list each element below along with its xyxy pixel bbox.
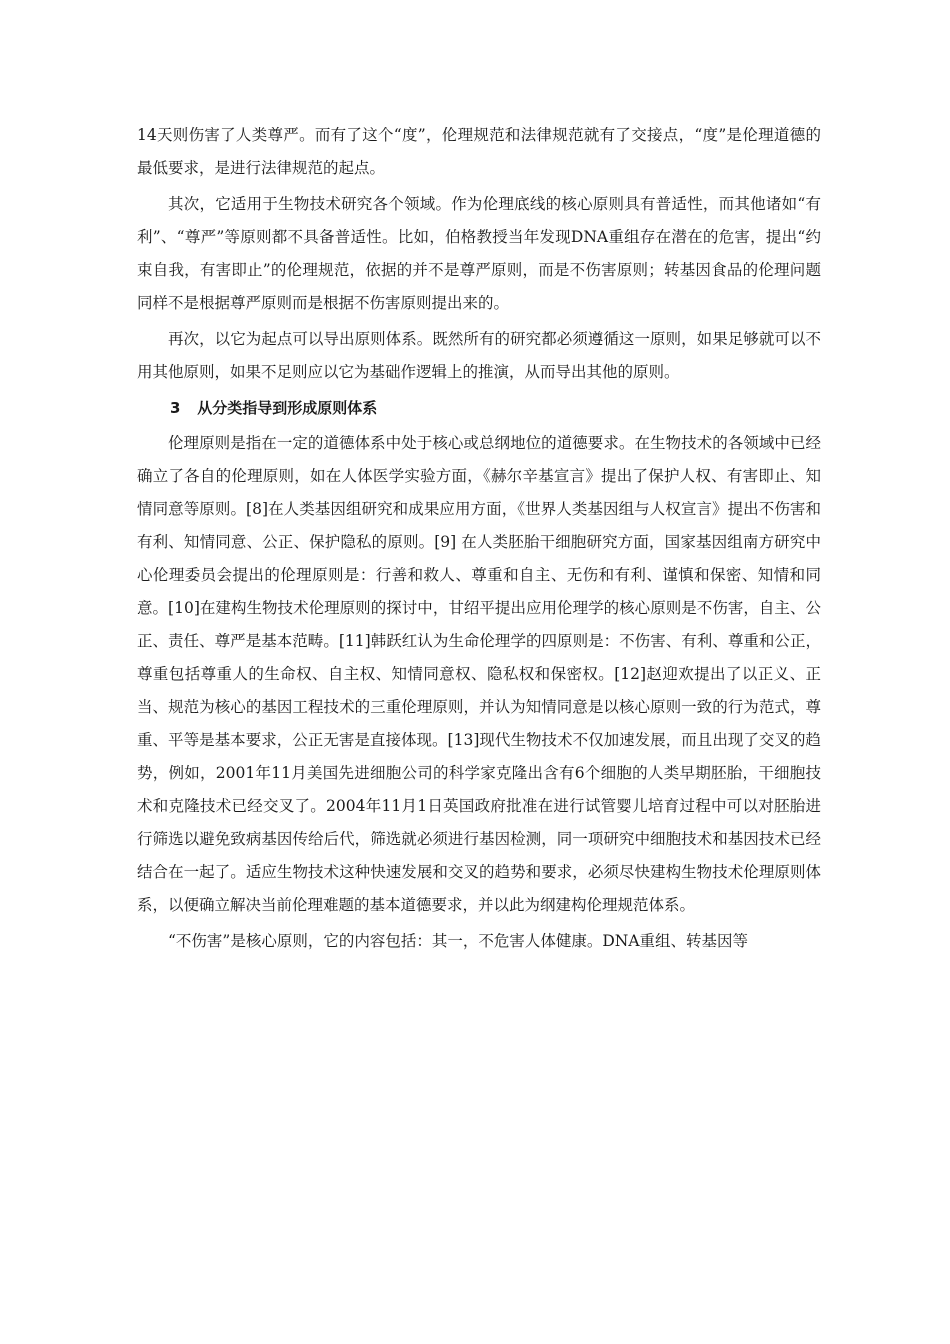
paragraph-continuation: 14天则伤害了人类尊严。而有了这个“度”，伦理规范和法律规范就有了交接点，“度”是伦理道德的最低要求，是进行法律规范的起点。 bbox=[137, 126, 821, 177]
paragraph-no-harm: “不伤害”是核心原则，它的内容包括：其一，不危害人体健康。DNA重组、转基因等 bbox=[168, 932, 749, 950]
paragraph-ethical-principles: 伦理原则是指在一定的道德体系中处于核心或总纲地位的道德要求。在生物技术的各领域中已经确立了各自的伦理原则，如在人体医学实验方面，《赫尔辛基宣言》提出了保护人权、有害即止、知情同意等原则。[8]在人类基因组研究和成果应用方面，《世界人类基因组与人权宣言》提出不伤害和有利、知情同意、公正、保护隐私的原则。[9] 在人类胚胎干细胞研究方面，国家基因组南方研究中心伦理委员会提出的伦理原则是：行善和救人、尊重和自主、无伤和有利、谨慎和保密、知情和同意。[10]在建构生物技术伦理原则的探讨中，甘绍平提出应用伦理学的核心原则是不伤害，自主、公正、责任、尊严是基本范畴。[11]韩跃红认为生命伦理学的四原则是：不伤害、有利、尊重和公正，尊重包括尊重人的生命权、自主权、知情同意权、隐私权和保密权。[12]赵迎欢提出了以正义、正当、规范为核心的基因工程技术的三重伦理原则，并认为知情同意是以核心原则一致的行为范式，尊重、平等是基本要求，公正无害是直接体现。[13]现代生物技术不仅加速发展，而且出现了交叉的趋势，例如，2001年11月美国先进细胞公司的科学家克隆出含有6个细胞的人类早期胚胎，干细胞技术和克隆技术已经交叉了。2004年11月1日英国政府批准在进行试管婴儿培育过程中可以对胚胎进行筛选以避免致病基因传给后代，筛选就必须进行基因检测，同一项研究中细胞技术和基因技术已经结合在一起了。适应生物技术这种快速发展和交叉的趋势和要求，必须尽快建构生物技术伦理原则体系，以便确立解决当前伦理难题的基本道德要求，并以此为纲建构伦理规范体系。 bbox=[137, 434, 821, 914]
section-number: 3 bbox=[170, 399, 181, 417]
paragraph-secondly: 其次，它适用于生物技术研究各个领域。作为伦理底线的核心原则具有普适性，而其他诸如“有利”、“尊严”等原则都不具备普适性。比如，伯格教授当年发现DNA重组存在潜在的危害，提出“约束自我，有害即止”的伦理规范，依据的并不是尊严原则，而是不伤害原则；转基因食品的伦理问题同样不是根据尊严原则而是根据不伤害原则提出来的。 bbox=[137, 195, 821, 312]
document-body bbox=[137, 119, 821, 961]
paragraph-thirdly: 再次，以它为起点可以导出原则体系。既然所有的研究都必须遵循这一原则，如果足够就可以不用其他原则，如果不足则应以它为基础作逻辑上的推演，从而导出其他的原则。 bbox=[137, 330, 821, 381]
section-title: 从分类指导到形成原则体系 bbox=[197, 399, 378, 417]
section-heading bbox=[137, 392, 821, 425]
